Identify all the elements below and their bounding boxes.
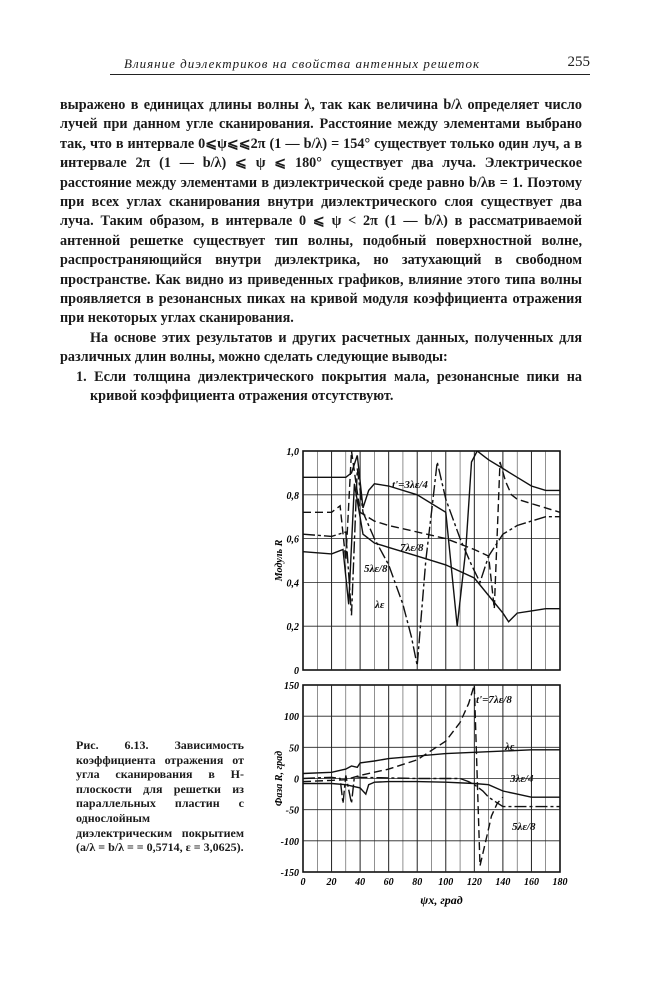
magnitude-chart bbox=[274, 447, 560, 677]
y-tick-label: 0 bbox=[294, 666, 299, 677]
y-tick-label: 0,8 bbox=[286, 490, 299, 502]
y-tick-label: 0 bbox=[294, 774, 299, 786]
paragraph-2: На основе этих результатов и других расчетных данных, полученных для различных длин волны, можно сделать следующие выводы: bbox=[60, 329, 582, 366]
x-tick-label: 0 bbox=[300, 877, 306, 888]
x-tick-label: 20 bbox=[326, 877, 337, 888]
y-tick-label: 0,4 bbox=[286, 578, 299, 590]
y-tick-label: 1,0 bbox=[286, 447, 299, 458]
running-title: Влияние диэлектриков на свойства антенных решеток bbox=[124, 56, 481, 71]
y-tick-label: 0,6 bbox=[286, 534, 299, 546]
curve-label: 5λε/8 bbox=[512, 821, 536, 833]
paragraph-1: выражено в единицах длины волны λ, так как величина b/λ определяет число лучей при данном угле сканирования. Расстояние между элементами выбрано так, что в интервале 0⩽ψ⩽⩽2π (1 — b/λ) = 154° существует только один луч, а в интервале 2π (1 — b/λ) ⩽ ψ ⩽ 180° существует два луча. Электрическое расстояние между элементами в диэлектрической среде равно b/λв = 1. Поэтому при всех углах сканирования внутри диэлектрического слоя существует два луча. Таким образом, в интервале 0 ⩽ ψ < 2π (1 — b/λ) в рассматриваемой антенной решетке существует тип волны, подобный поверхностной волне, распространяющийся внутри диэлектрика, но затухающий в свободном пространстве. Как видно из приведенных графиков, влияние этого типа волны проявляется в резонансных пиках на кривой модуля коэффициента отражения при некоторых углах сканирования. bbox=[60, 97, 582, 327]
x-tick-label: 60 bbox=[383, 877, 394, 888]
y-tick-label: 100 bbox=[284, 712, 299, 724]
curve-label: λε bbox=[375, 599, 385, 611]
y-tick-label: 150 bbox=[284, 681, 299, 692]
curve-label: 7λε/8 bbox=[400, 542, 424, 554]
y-tick-label: -100 bbox=[280, 836, 299, 848]
y-axis-label: Модуль R bbox=[274, 539, 285, 582]
curve-label: 5λε/8 bbox=[364, 563, 388, 575]
body-text bbox=[60, 96, 582, 407]
x-axis-label: ψx, град bbox=[420, 893, 463, 907]
curve-label: t'=3λε/4 bbox=[392, 479, 428, 491]
y-tick-label: -150 bbox=[280, 868, 299, 879]
x-tick-label: 160 bbox=[523, 877, 539, 888]
x-tick-label: 140 bbox=[495, 877, 511, 888]
phase-chart bbox=[274, 681, 568, 907]
curve-label: t'=7λε/8 bbox=[476, 694, 512, 706]
x-tick-label: 180 bbox=[552, 877, 568, 888]
y-tick-label: 50 bbox=[289, 743, 299, 755]
figure-caption: Рис. 6.13. Зависимость коэффициента отражения от угла сканирования в H-плоскости для решетки из параллельных пластин с однослойным диэлектрическим покрытием (a/λ = b/λ = = 0,5714, ε = 3,0625). bbox=[76, 738, 244, 855]
curve-label: 3λε/4 bbox=[510, 773, 534, 785]
list-item-1: 1. Если толщина диэлектрического покрытия мала, резонансные пики на кривой коэффициента отражения отсутствуют. bbox=[76, 368, 582, 405]
running-header bbox=[110, 52, 590, 75]
x-tick-label: 40 bbox=[355, 877, 366, 888]
x-tick-label: 80 bbox=[412, 877, 423, 888]
figure-6-13 bbox=[270, 440, 580, 910]
y-axis-label: Фаза R, град bbox=[274, 750, 285, 807]
y-tick-label: 0,2 bbox=[286, 622, 299, 634]
curve-label: λε bbox=[505, 741, 515, 753]
x-tick-label: 100 bbox=[438, 877, 454, 888]
y-tick-label: -50 bbox=[285, 805, 299, 817]
page-number: 255 bbox=[567, 54, 590, 70]
x-tick-label: 120 bbox=[466, 877, 482, 888]
